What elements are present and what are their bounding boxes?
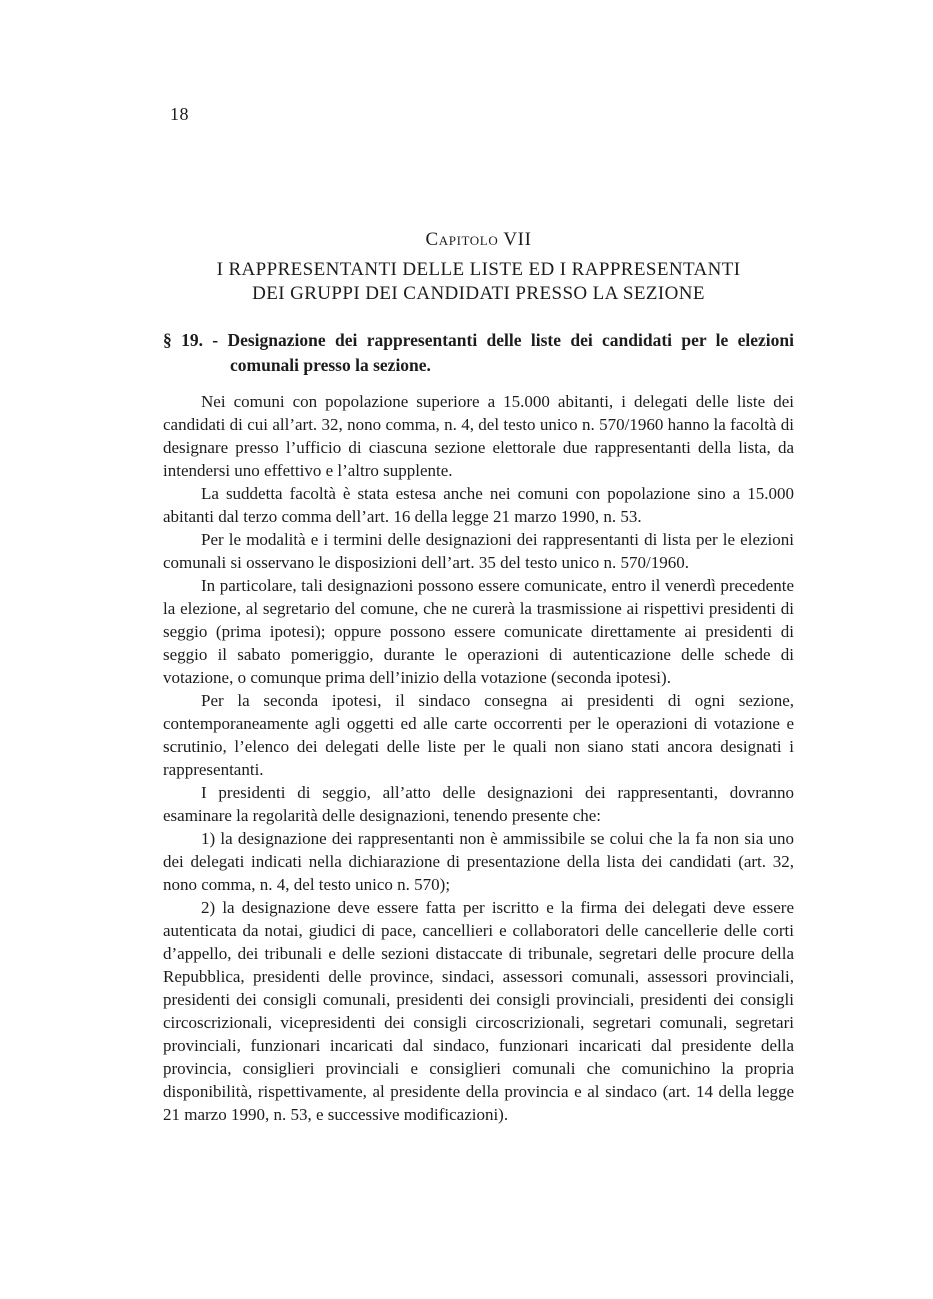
chapter-label: Capitolo VII: [425, 229, 532, 250]
paragraph-list-item: 1) la designazione dei rappresentanti non è ammissibile se colui che la fa non sia uno dei delegati indicati nella dichiarazione di presentazione della lista dei candidati (art. 32, nono comma, n. 4, del testo unico n. 570);: [163, 829, 794, 894]
section-marker: § 19. -: [163, 330, 228, 350]
page-number: 18: [170, 104, 189, 124]
paragraph-list-item: 2) la designazione deve essere fatta per iscritto e la firma dei delegati deve essere autenticata da notai, giudici di pace, cancellieri e collaboratori delle cancellerie delle corti d’appello, dei tribunali e delle sezioni distaccate di tribunale, segretari delle procure della Repubblica, presidenti delle province, sindaci, assessori comunali, assessori provinciali, presidenti dei consigli comunali, presidenti dei consigli provinciali, presidenti dei consigli circoscrizionali, vicepresidenti dei consigli circoscrizionali, segretari comunali, segretari provinciali, funzionari incaricati dal sindaco, funzionari incaricati dal presidente della provincia, consiglieri provinciali e consiglieri comunali che comunichino la propria disponibilità, rispettivamente, al presidente della provincia e al sindaco (art. 14 della legge 21 marzo 1990, n. 53, e successive modificazioni).: [163, 898, 794, 1124]
paragraph: Per le modalità e i termini delle designazioni dei rappresentanti di lista per le elezioni comunali si osservano le disposizioni dell’art. 35 del testo unico n. 570/1960.: [163, 530, 794, 572]
section-heading: [163, 328, 794, 378]
paragraph: I presidenti di seggio, all’atto delle designazioni dei rappresentanti, dovranno esaminare la regolarità delle designazioni, tenendo presente che:: [163, 783, 794, 825]
chapter-title-line-1: I RAPPRESENTANTI DELLE LISTE ED I RAPPRESENTANTI: [216, 259, 741, 280]
paragraph: Per la seconda ipotesi, il sindaco consegna ai presidenti di ogni sezione, contemporaneamente agli oggetti ed alle carte occorrenti per le operazioni di votazione e scrutinio, l’elenco dei delegati delle liste per le quali non siano stati ancora designati i rappresentanti.: [163, 691, 794, 779]
paragraph: Nei comuni con popolazione superiore a 15.000 abitanti, i delegati delle liste dei candidati di cui all’art. 32, nono comma, n. 4, del testo unico n. 570/1960 hanno la facoltà di designare presso l’ufficio di ciascuna sezione elettorale due rappresentanti della lista, da intendersi uno effettivo e l’altro supplente.: [163, 392, 794, 480]
page-content: [163, 0, 794, 1126]
chapter-title: [163, 258, 794, 306]
section-title: Designazione dei rappresentanti delle liste dei candidati per le elezioni comunali presso la sezione.: [227, 330, 795, 375]
body-text: [163, 390, 794, 1126]
chapter-title-line-2: DEI GRUPPI DEI CANDIDATI PRESSO LA SEZIONE: [252, 283, 705, 304]
paragraph: In particolare, tali designazioni possono essere comunicate, entro il venerdì precedente la elezione, al segretario del comune, che ne curerà la trasmissione ai rispettivi presidenti di seggio (prima ipotesi); oppure possono essere comunicate direttamente ai presidenti di seggio il sabato pomeriggio, durante le operazioni di autenticazione delle schede di votazione, o comunque prima dell’inizio della votazione (seconda ipotesi).: [163, 576, 794, 687]
paragraph: La suddetta facoltà è stata estesa anche nei comuni con popolazione sino a 15.000 abitanti dal terzo comma dell’art. 16 della legge 21 marzo 1990, n. 53.: [163, 484, 794, 526]
